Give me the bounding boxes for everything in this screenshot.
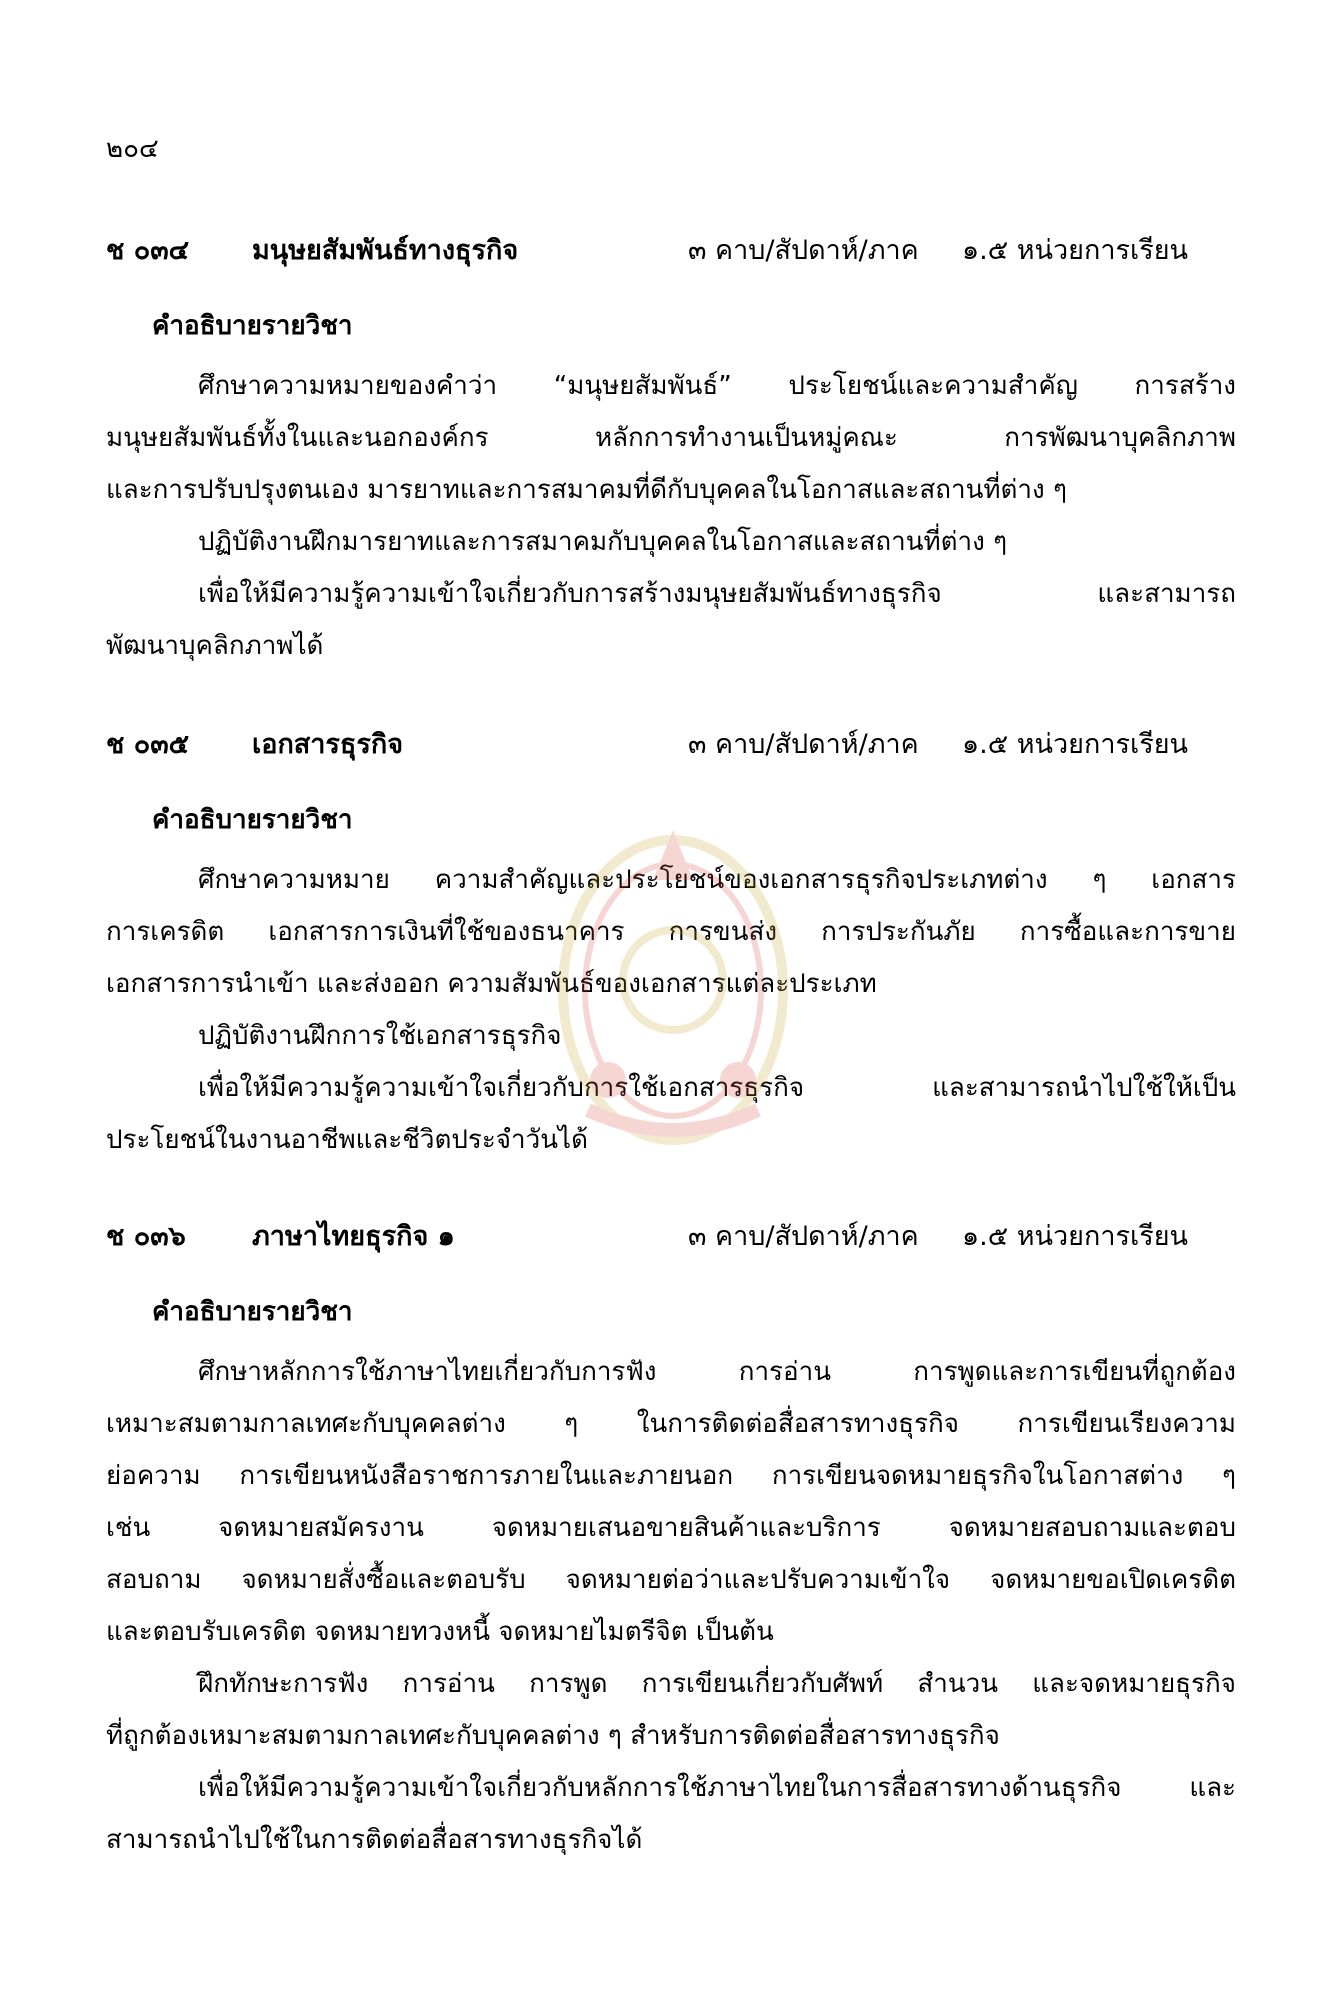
course-credits: ๑.๕ หน่วยการเรียน	[962, 1221, 1188, 1252]
description-line: การเครดิต เอกสารการเงินที่ใช้ของธนาคาร การขนส่ง การประกันภัย การซื้อและการขาย	[106, 917, 1236, 947]
course-name: เอกสารธุรกิจ	[252, 729, 404, 760]
course-header	[106, 228, 1236, 268]
course-header	[106, 1214, 1236, 1254]
description-line: ประโยชน์ในงานอาชีพและชีวิตประจำวันได้	[106, 1125, 588, 1155]
course-hours: ๓ คาบ/สัปดาห์/ภาค	[688, 1221, 919, 1252]
description-line: ปฏิบัติงานฝึกการใช้เอกสารธุรกิจ	[198, 1021, 562, 1051]
page-number: ๒๐๔	[106, 134, 159, 164]
description-line: ย่อความ การเขียนหนังสือราชการภายในและภายนอก การเขียนจดหมายธุรกิจในโอกาสต่าง ๆ	[106, 1461, 1236, 1491]
course-name: ภาษาไทยธุรกิจ ๑	[252, 1221, 455, 1252]
course-code: ช ๐๓๖	[106, 1221, 186, 1252]
description-line: เพื่อให้มีความรู้ความเข้าใจเกี่ยวกับการสร้างมนุษยสัมพันธ์ทางธุรกิจ และสามารถ	[198, 579, 1236, 609]
description-line: และตอบรับเครดิต จดหมายทวงหนี้ จดหมายไมตรีจิต เป็นต้น	[106, 1617, 774, 1647]
description-line: เพื่อให้มีความรู้ความเข้าใจเกี่ยวกับหลักการใช้ภาษาไทยในการสื่อสารทางด้านธุรกิจ และ	[198, 1773, 1236, 1803]
course-header	[106, 722, 1236, 762]
description-line: มนุษยสัมพันธ์ทั้งในและนอกองค์กร หลักการทำงานเป็นหมู่คณะ การพัฒนาบุคลิกภาพ	[106, 423, 1236, 453]
description-line: ศึกษาความหมาย ความสำคัญและประโยชน์ของเอกสารธุรกิจประเภทต่าง ๆ เอกสาร	[198, 865, 1236, 895]
course-hours: ๓ คาบ/สัปดาห์/ภาค	[688, 729, 919, 760]
course-credits: ๑.๕ หน่วยการเรียน	[962, 729, 1188, 760]
course-description	[106, 1292, 1236, 1866]
description-line: ศึกษาหลักการใช้ภาษาไทยเกี่ยวกับการฟัง การอ่าน การพูดและการเขียนที่ถูกต้อง	[198, 1357, 1236, 1387]
description-line: ปฏิบัติงานฝึกมารยาทและการสมาคมกับบุคคลในโอกาสและสถานที่ต่าง ๆ	[198, 527, 1008, 557]
description-line: เช่น จดหมายสมัครงาน จดหมายเสนอขายสินค้าและบริการ จดหมายสอบถามและตอบ	[106, 1513, 1236, 1543]
description-line: สามารถนำไปใช้ในการติดต่อสื่อสารทางธุรกิจได้	[106, 1825, 643, 1855]
description-line: พัฒนาบุคลิกภาพได้	[106, 631, 324, 661]
description-line: ที่ถูกต้องเหมาะสมตามกาลเทศะกับบุคคลต่าง ๆ สำหรับการติดต่อสื่อสารทางธุรกิจ	[106, 1721, 1000, 1751]
description-title: คำอธิบายรายวิชา	[152, 1297, 353, 1327]
description-line: ศึกษาความหมายของคำว่า “มนุษยสัมพันธ์” ประโยชน์และความสำคัญ การสร้าง	[198, 371, 1236, 401]
course-description	[106, 306, 1236, 672]
description-line: เอกสารการนำเข้า และส่งออก ความสัมพันธ์ของเอกสารแต่ละประเภท	[106, 969, 877, 999]
course-hours: ๓ คาบ/สัปดาห์/ภาค	[688, 235, 919, 266]
description-line: และการปรับปรุงตนเอง มารยาทและการสมาคมที่ดีกับบุคคลในโอกาสและสถานที่ต่าง ๆ	[106, 475, 1067, 505]
course-code: ช ๐๓๕	[106, 729, 190, 760]
description-line: สอบถาม จดหมายสั่งซื้อและตอบรับ จดหมายต่อว่าและปรับความเข้าใจ จดหมายขอเปิดเครดิต	[106, 1565, 1236, 1595]
description-line: เพื่อให้มีความรู้ความเข้าใจเกี่ยวกับการใช้เอกสารธุรกิจ และสามารถนำไปใช้ให้เป็น	[198, 1073, 1236, 1103]
description-title: คำอธิบายรายวิชา	[152, 311, 353, 341]
description-line: ฝึกทักษะการฟัง การอ่าน การพูด การเขียนเกี่ยวกับศัพท์ สำนวน และจดหมายธุรกิจ	[198, 1669, 1236, 1699]
description-line: เหมาะสมตามกาลเทศะกับบุคคลต่าง ๆ ในการติดต่อสื่อสารทางธุรกิจ การเขียนเรียงความ	[106, 1409, 1236, 1439]
course-code: ช ๐๓๔	[106, 235, 190, 266]
course-name: มนุษยสัมพันธ์ทางธุรกิจ	[252, 235, 519, 266]
course-description	[106, 800, 1236, 1166]
course-credits: ๑.๕ หน่วยการเรียน	[962, 235, 1188, 266]
description-title: คำอธิบายรายวิชา	[152, 805, 353, 835]
